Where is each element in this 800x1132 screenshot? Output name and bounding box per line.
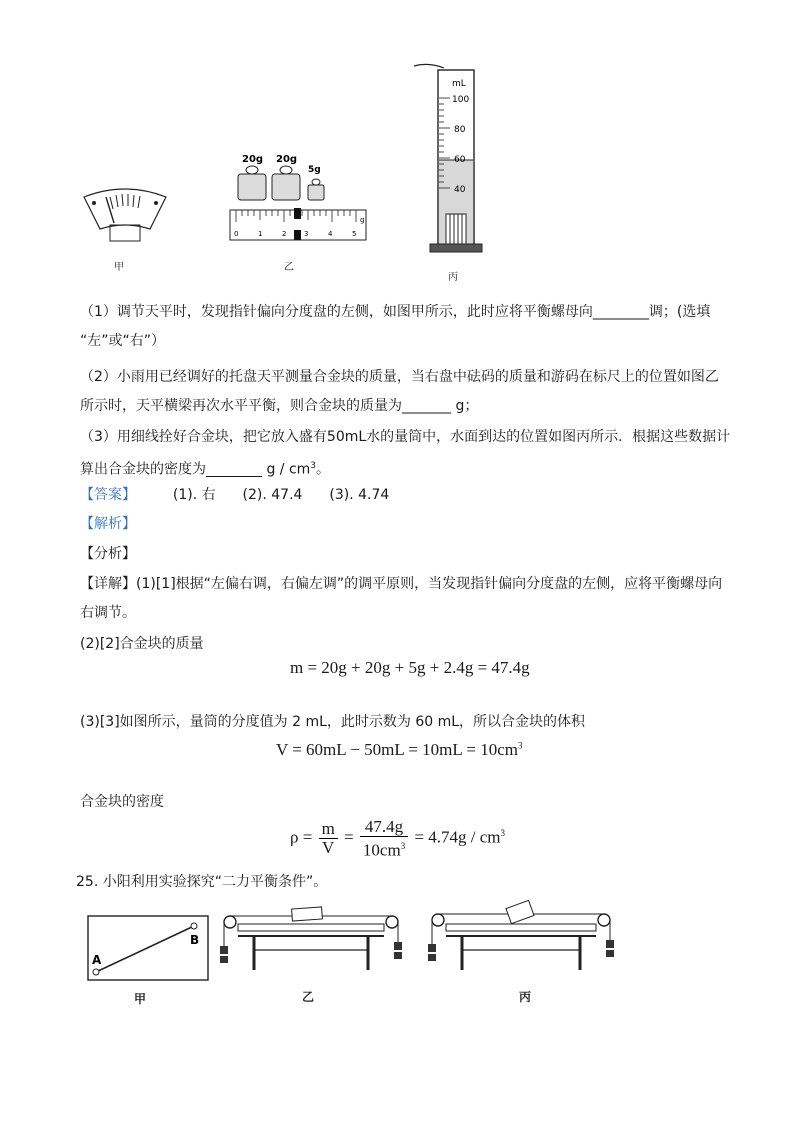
detail-line-3: (2)[2]合金块的质量	[80, 636, 204, 652]
question-3-line-2: 算出合金块的密度为________ g / $cm^3$。	[80, 461, 331, 478]
figure-bing-label: 丙	[448, 272, 458, 283]
question-1-line-2: “左”或“右”）	[80, 333, 166, 349]
answer-item: (1). 右	[172, 487, 216, 503]
pulley-table-figure-yi	[218, 902, 404, 972]
answer-line	[80, 485, 389, 505]
board-figure	[86, 912, 212, 984]
weights-ruler-figure	[228, 150, 370, 242]
figure-bing-label-bottom: 丙	[519, 990, 532, 1004]
detail-line-2: 右调节。	[80, 605, 136, 621]
ruler-tick-label: 3	[304, 230, 309, 238]
cylinder-tick: 80	[454, 125, 466, 135]
scale-dial-figure	[80, 185, 170, 245]
weight-label: 5g	[308, 165, 321, 175]
ruler-tick-label: 1	[258, 230, 263, 238]
figure-yi-label-bottom: 乙	[302, 990, 315, 1004]
ruler-tick-label: 4	[328, 230, 333, 238]
point-b-label: B	[190, 933, 200, 947]
question-2-line-2: 所示时，天平横梁再次水平平衡，则合金块的质量为_______ g；	[80, 398, 479, 414]
weight-label: 20g	[242, 154, 264, 165]
weight-label: 20g	[276, 154, 298, 165]
formula-volume: $V = 60mL - 50mL = 10mL = 10cm^3$	[276, 740, 523, 759]
ruler-tick-label: 0	[234, 230, 239, 238]
answer-item: (3). 4.74	[329, 487, 390, 503]
question-1-line-1: （1）调节天平时，发现指针偏向分度盘的左侧，如图甲所示，此时应将平衡螺母向________调；(选填	[80, 304, 711, 320]
ruler-unit-label: g	[360, 216, 365, 224]
graduated-cylinder-figure	[408, 60, 490, 255]
cylinder-tick: 100	[452, 95, 470, 105]
formula-density: ρ = $\frac{m}{V}$ = $\frac{47.4g}{10cm^3}$ = $4.74g / cm^3$	[290, 817, 506, 860]
cylinder-tick: 40	[454, 185, 466, 195]
detail-line-5: 合金块的密度	[80, 794, 164, 810]
question-3-line-1: （3）用细线拴好合金块，把它放入盛有50mL水的量筒中，水面到达的位置如图丙所示．根据这些数据计	[80, 429, 731, 445]
question-2-line-1: （2）小雨用已经调好的托盘天平测量合金块的质量，当右盘中砝码的质量和游码在标尺上的位置如图乙	[80, 369, 719, 385]
ruler-tick-label: 2	[282, 230, 287, 238]
cylinder-unit: mL	[452, 79, 466, 89]
ruler-tick-label: 5	[352, 230, 357, 238]
analysis-tag: 【解析】	[80, 516, 136, 532]
formula-mass: m = 20g + 20g + 5g + 2.4g = 47.4g	[290, 658, 530, 677]
detail-line-4: (3)[3]如图所示，量筒的分度值为 2 mL，此时示数为 60 mL，所以合金块的体积	[80, 714, 586, 730]
figure-jia-label-bottom: 甲	[134, 992, 147, 1006]
cylinder-tick: 60	[454, 155, 466, 165]
point-a-label: A	[92, 953, 102, 967]
fenxi-tag: 【分析】	[80, 546, 136, 562]
answer-item: (2). 47.4	[242, 487, 303, 503]
detail-line-1: 【详解】(1)[1]根据“左偏右调，右偏左调”的调平原则，当发现指针偏向分度盘的左侧，应将平衡螺母向	[80, 576, 723, 592]
figure-yi-label: 乙	[284, 262, 294, 273]
answer-tag: 【答案】	[80, 487, 136, 503]
figure-jia-label: 甲	[114, 262, 124, 273]
question-25: 25. 小阳利用实验探究“二力平衡条件”。	[76, 874, 328, 890]
pulley-table-figure-bing	[426, 900, 616, 972]
